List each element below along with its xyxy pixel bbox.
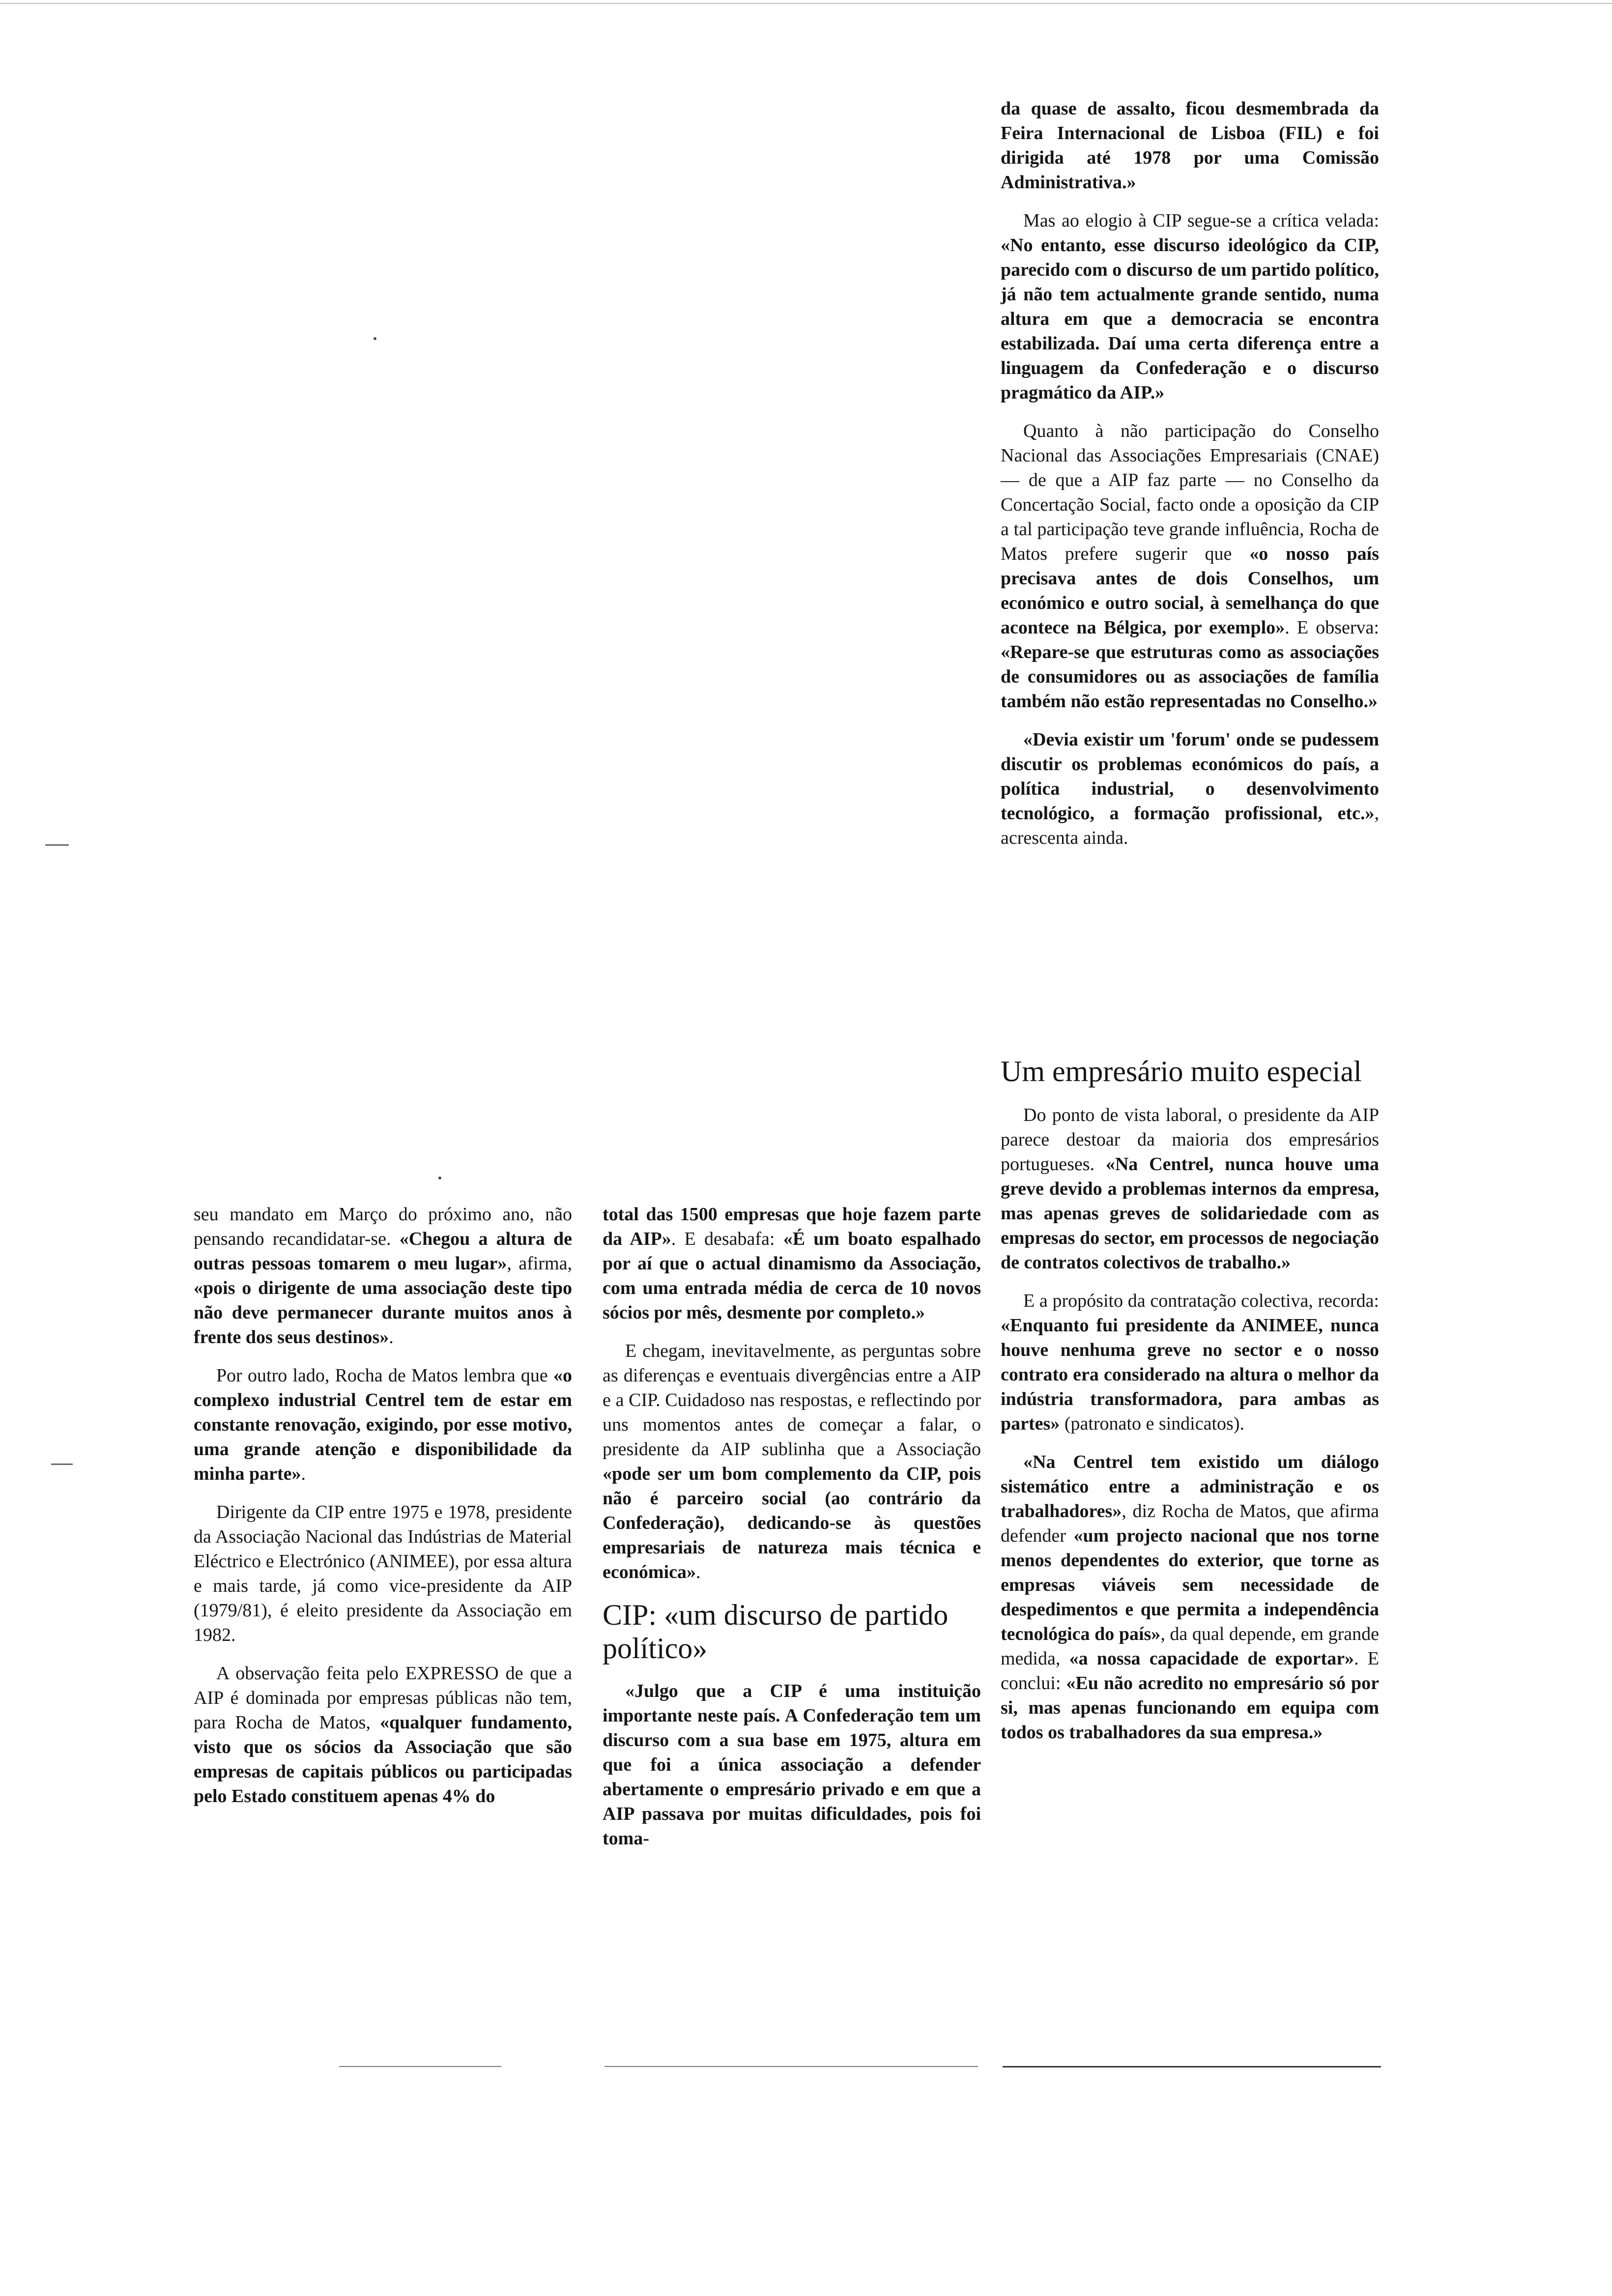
column-end-rule <box>1003 2066 1381 2067</box>
paragraph: «Devia existir um 'forum' onde se pudessem discutir os problemas económicos do país, a política industrial, o desenvolvimento tecnológico, a formação profissional, etc.», acrescenta ainda. <box>1001 729 1379 848</box>
scan-mark-left-2 <box>51 1464 73 1465</box>
scan-speck <box>374 337 376 340</box>
column-right-bottom <box>1001 1055 1379 1758</box>
paragraph: E a propósito da contratação colectiva, recorda: «Enquanto fui presidente da ANIMEE, nunca houve nenhuma greve no sector e o nosso contrato era considerado na altura o melhor da indústria transformadora, para ambas as partes» (patronato e sindicatos). <box>1001 1291 1379 1434</box>
paragraph: Do ponto de vista laboral, o presidente da AIP parece destoar da maioria dos empresários portugueses. «Na Centrel, nunca houve uma greve devido a problemas internos da empresa, mas apenas greves de solidariedade com as empresas do sector, em processos de negociação de contratos colectivos de trabalho.» <box>1001 1105 1379 1273</box>
paragraph: seu mandato em Março do próximo ano, não pensando recandidatar-se. «Chegou a altura de outras pessoas tomarem o meu lugar», afirma, «pois o dirigente de uma associação deste tipo não deve permanecer durante muitos anos à frente dos seus destinos». <box>194 1204 573 1348</box>
paragraph: A observação feita pelo EXPRESSO de que a AIP é dominada por empresas públicas não tem, para Rocha de Matos, «qualquer fundamento, visto que os sócios da Associação que são empresas de capitais públicos ou participadas pelo Estado constituem apenas 4% do <box>194 1663 572 1807</box>
column-end-rule <box>339 2066 501 2067</box>
paragraph: Dirigente da CIP entre 1975 e 1978, presidente da Associação Nacional das Indústrias de Material Eléctrico e Electrónico (ANIMEE), por essa altura e mais tarde, já como vice-presidente da AIP (1979/81), é eleito presidente da Associação em 1982. <box>194 1502 572 1645</box>
section-heading: Um empresário muito especial <box>1001 1055 1362 1088</box>
scan-mark-left-1 <box>45 844 69 846</box>
paragraph: «Julgo que a CIP é uma instituição importante neste país. A Confederação tem um discurso com a sua base em 1975, altura em que foi a única associação a defender abertamente o empresário privado e em que a AIP passava por muitas dificuldades, pois foi toma- <box>603 1681 981 1849</box>
column-left <box>194 1202 572 1822</box>
paragraph: Por outro lado, Rocha de Matos lembra que «o complexo industrial Centrel tem de estar em constante renovação, exigindo, por esse motivo, uma grande atenção e disponibilidade da minha parte». <box>194 1365 572 1484</box>
section-heading: CIP: «um discurso de partido político» <box>603 1599 949 1665</box>
paragraph: «Na Centrel tem existido um diálogo sistemático entre a administração e os trabalhadores», diz Rocha de Matos, que afirma defender «um projecto nacional que nos torne menos dependentes do exterior, que torne as empresas viáveis sem necessidade de despedimentos e que permita a independência tecnológica do país», da qual depende, em grande medida, «a nossa capacidade de exportar». E conclui: «Eu não acredito no empresário só por si, mas apenas funcionando em equipa com todos os trabalhadores da sua empresa.» <box>1001 1452 1379 1743</box>
column-end-rule <box>604 2066 978 2067</box>
paragraph: E chegam, inevitavelmente, as perguntas sobre as diferenças e eventuais divergências entre a AIP e a CIP. Cuidadoso nas respostas, e reflectindo por uns momentos antes de começar a falar, o presidente da AIP sublinha que a Associação «pode ser um bom complemento da CIP, pois não é parceiro social (ao contrário da Confederação), dedicando-se às questões empresariais de natureza mais técnica e económica». <box>603 1341 981 1582</box>
paragraph: Quanto à não participação do Conselho Nacional das Associações Empresariais (CNAE) — de que a AIP faz parte — no Conselho da Concertação Social, facto onde a oposição da CIP a tal participação teve grande influência, Rocha de Matos prefere sugerir que «o nosso país precisava antes de dois Conselhos, um económico e outro social, à semelhança do que acontece na Bélgica, por exemplo». E observa: «Repare-se que estruturas como as associações de consumidores ou as associações de família também não estão representadas no Conselho.» <box>1001 421 1379 712</box>
column-middle <box>603 1202 981 1865</box>
scan-speck <box>438 1177 441 1179</box>
scan-mark-top <box>0 3 1612 4</box>
paragraph: da quase de assalto, ficou desmembrada da Feira Internacional de Lisboa (FIL) e foi dirigida até 1978 por uma Comissão Administrativa.» <box>1001 98 1379 193</box>
paragraph: total das 1500 empresas que hoje fazem parte da AIP». E desabafa: «É um boato espalhado por aí que o actual dinamismo da Associação, com uma entrada média de cerca de 10 novos sócios por mês, desmente por completo.» <box>603 1204 981 1323</box>
column-right-top <box>1001 96 1379 864</box>
paragraph: Mas ao elogio à CIP segue-se a crítica velada: «No entanto, esse discurso ideológico da CIP, parecido com o discurso de um partido político, já não tem actualmente grande sentido, numa altura em que a democracia se encontra estabilizada. Daí uma certa diferença entre a linguagem da Confederação e o discurso pragmático da AIP.» <box>1001 210 1379 403</box>
